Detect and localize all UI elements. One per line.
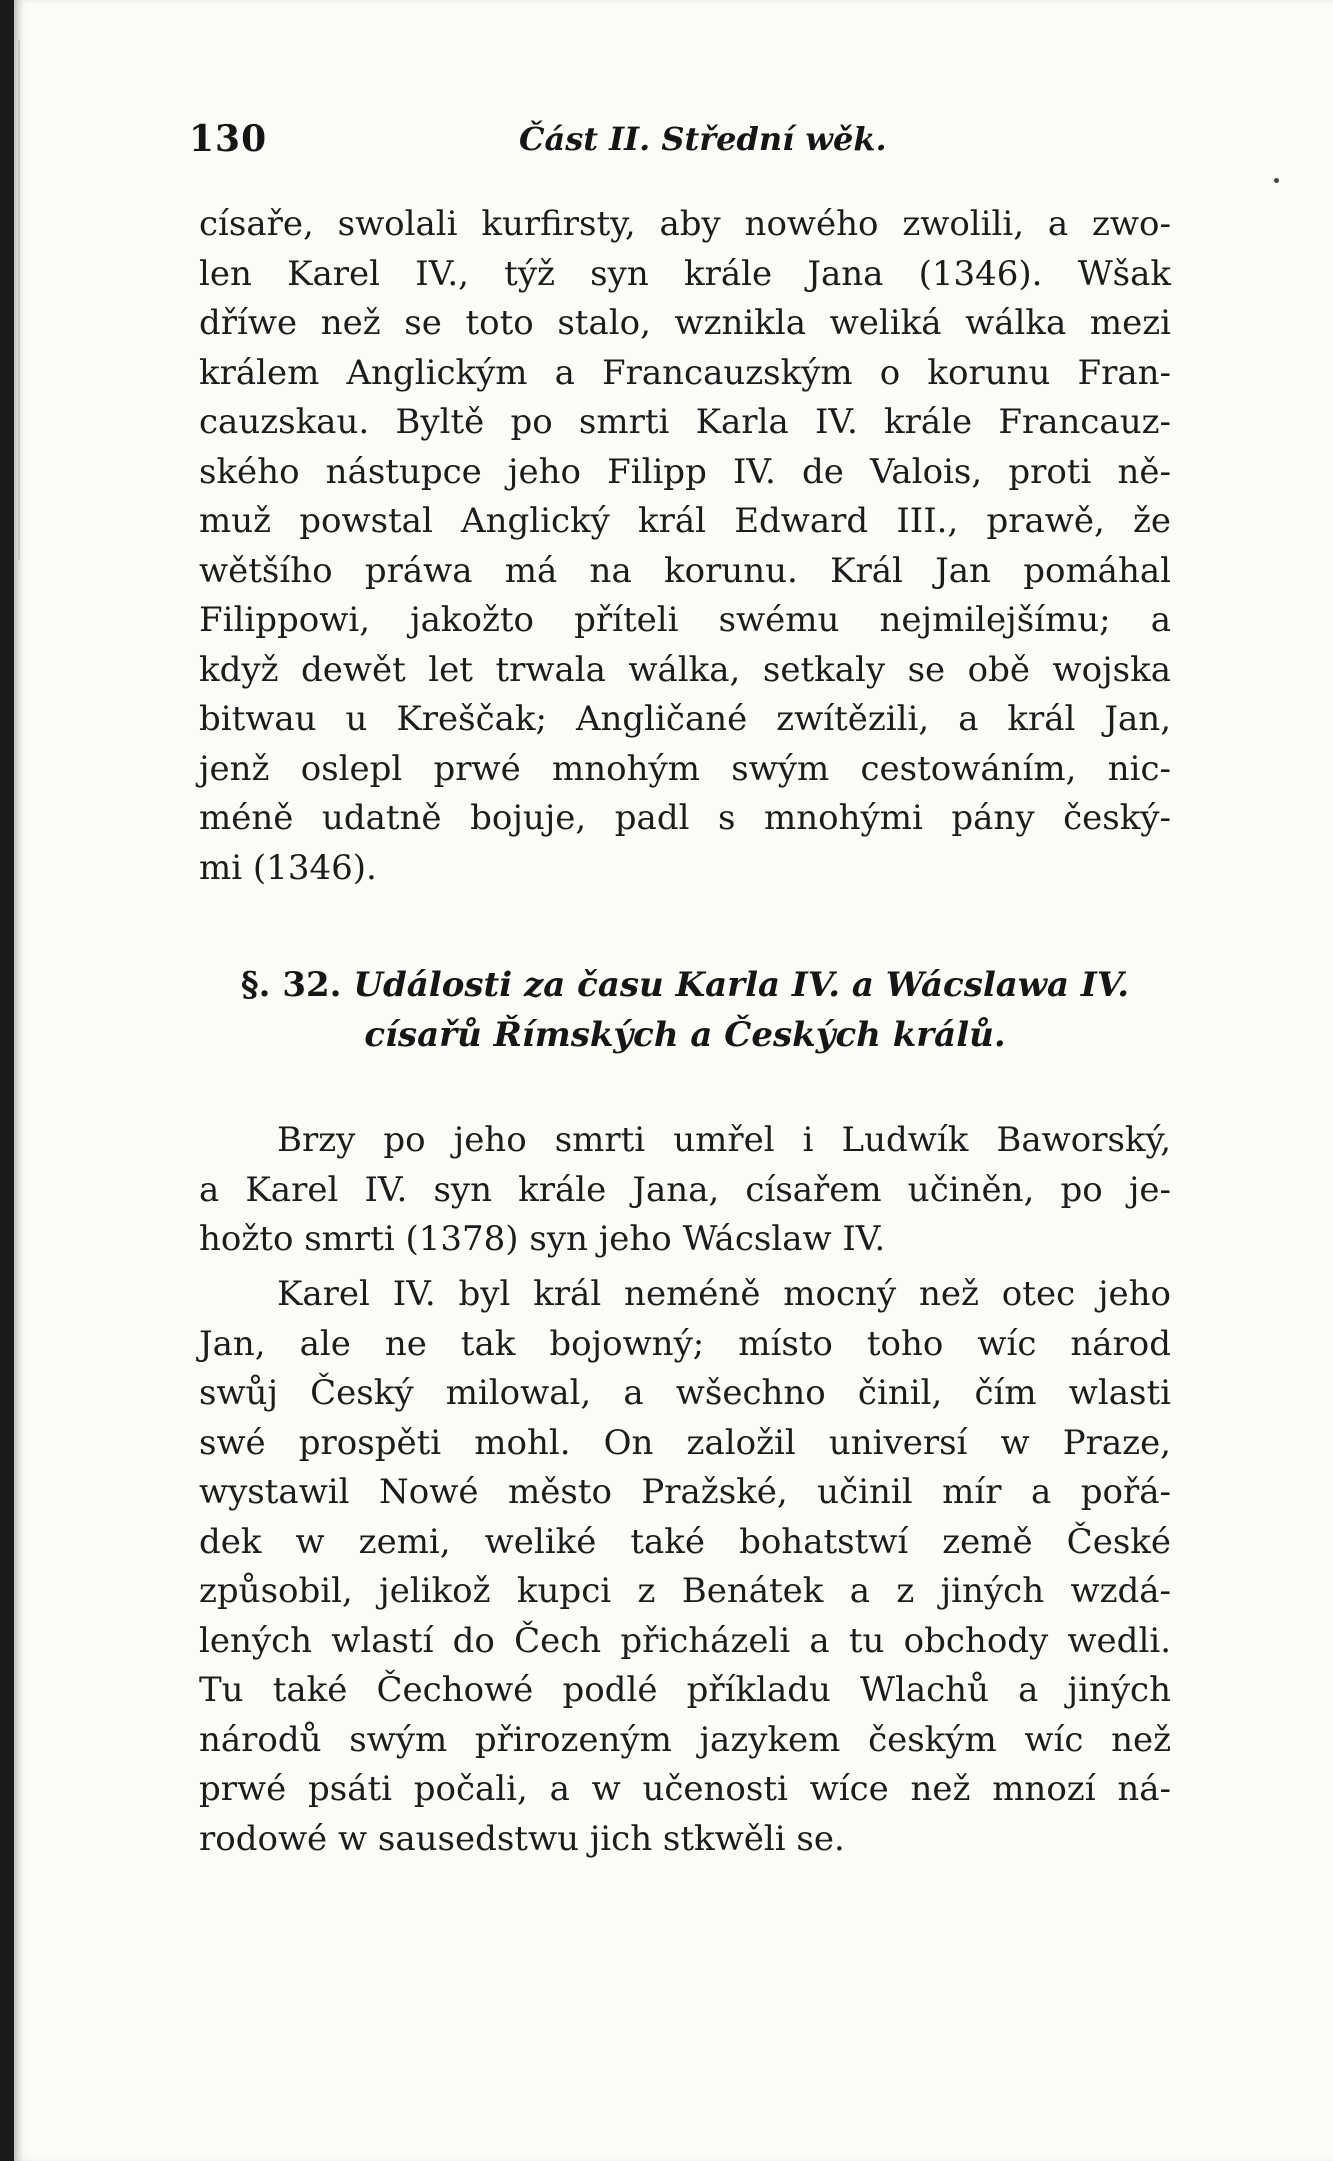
text-line: bitwau u Kreščak; Angličané zwítězili, a král Jan, (199, 699, 1171, 739)
text-line: wětšího práwa má na korunu. Král Jan pomáhal (199, 550, 1171, 591)
text-line: dek w zemi, weliké také bohatstwí země České (199, 1521, 1171, 1562)
paragraph-2 (199, 1116, 1171, 1265)
text-line: rodowé w sausedstwu jich stkwěli se. (199, 1818, 845, 1859)
text-line: národů swým přirozeným jazykem českým wíc než (199, 1719, 1171, 1760)
paragraph-1 (199, 200, 1171, 893)
page-speck (1274, 178, 1279, 183)
text-line: muž powstal Anglický král Edward III., prawě, že (199, 501, 1171, 541)
text-line: Brzy po jeho smrti umřel i Ludwík Baworský, (277, 1120, 1171, 1160)
text-line: císaře, swolali kurfirsty, aby nowého zwolili, a zwo- (199, 204, 1171, 244)
section-title-text: Události za času Karla IV. a Wácslawa IV. (353, 965, 1130, 1005)
section-heading (199, 960, 1171, 1060)
section-title-line-2: císařů Římských a Českých králů. (364, 1015, 1006, 1055)
running-head: Část II. Střední wěk. (519, 120, 887, 158)
text-line: swůj Český milowal, a wšechno činil, čím wlasti (199, 1373, 1171, 1413)
text-line: len Karel IV., týž syn krále Jana (1346). Wšak (199, 253, 1171, 294)
text-line: Tu také Čechowé podlé příkladu Wlachů a jiných (199, 1670, 1171, 1710)
text-line: ského nástupce jeho Filipp IV. de Valois, proti ně- (199, 451, 1171, 492)
text-line: Jan, ale ne tak bojowný; místo toho wíc národ (199, 1323, 1171, 1364)
text-line: dříwe než se toto stalo, wznikla weliká wálka mezi (199, 303, 1171, 343)
text-line: Karel IV. byl král neméně mocný než otec jeho (277, 1274, 1171, 1314)
text-line: jenž oslepl prwé mnohým swým cestowáním, nic- (199, 748, 1171, 789)
page-header (189, 118, 1169, 168)
text-line: wystawil Nowé město Pražské, učinil mír a pořá- (199, 1472, 1171, 1512)
section-number: §. 32. (240, 965, 342, 1005)
gutter-shadow (18, 40, 20, 560)
text-line: hožto smrti (1378) syn jeho Wácslaw IV. (199, 1219, 886, 1259)
text-line: Filippowi, jakožto příteli swému nejmilejšímu; a (199, 600, 1171, 640)
text-line: prwé psáti počali, a w učenosti wíce než mnozí ná- (199, 1769, 1171, 1809)
paragraph-3 (199, 1270, 1171, 1864)
text-line: králem Anglickým a Francauzským o korunu Fran- (199, 352, 1171, 393)
text-line: lených wlastí do Čech přicházeli a tu obchody wedli. (199, 1620, 1171, 1661)
book-page (14, 0, 1333, 2161)
text-line: způsobil, jelikož kupci z Benátek a z jiných wzdá- (199, 1571, 1171, 1611)
page-number: 130 (189, 118, 268, 160)
section-title-line-1 (199, 960, 1171, 1010)
text-line: méně udatně bojuje, padl s mnohými pány český- (199, 798, 1171, 838)
text-line: cauzskau. Byltě po smrti Karla IV. krále Francauz- (199, 402, 1171, 442)
text-line: když dewět let trwala wálka, setkaly se obě wojska (199, 649, 1171, 690)
text-line: swé prospěti mohl. On založil universí w Praze, (199, 1422, 1171, 1463)
text-line: mi (1346). (199, 847, 377, 888)
text-line: a Karel IV. syn krále Jana, císařem učiněn, po je- (199, 1169, 1171, 1210)
